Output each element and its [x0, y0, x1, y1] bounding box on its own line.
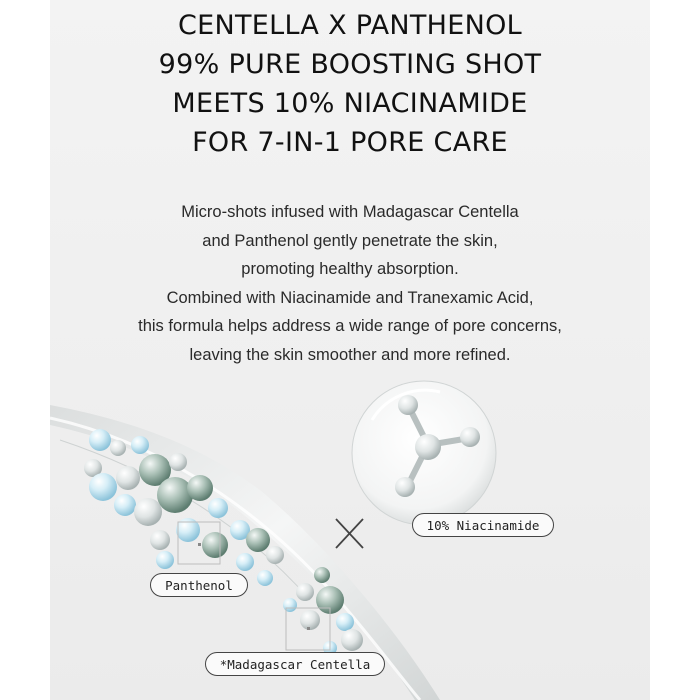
description-line: Micro-shots infused with Madagascar Centella — [181, 203, 519, 221]
headline-line: CENTELLA X PANTHENOL — [177, 10, 523, 41]
description-line: leaving the skin smoother and more refined. — [189, 345, 511, 364]
niacinamide-label: 10% Niacinamide — [412, 513, 554, 537]
description-line: and Panthenol gently penetrate the skin, — [202, 231, 498, 250]
headline-line: MEETS 10% NIACINAMIDE — [172, 88, 528, 119]
headline-line: FOR 7-IN-1 PORE CARE — [192, 127, 508, 158]
centella-label: *Madagascar Centella — [205, 652, 385, 676]
description-line: Combined with Niacinamide and Tranexamic Acid, — [166, 288, 534, 307]
description-line: promoting healthy absorption. — [241, 260, 459, 278]
headline-line: 99% PURE BOOSTING SHOT — [158, 49, 542, 80]
panthenol-label: Panthenol — [150, 573, 248, 597]
description-line: this formula helps address a wide range of pore concerns, — [138, 317, 562, 335]
niacinamide-droplet-icon — [352, 381, 496, 525]
molecule-cluster — [84, 429, 363, 655]
multiply-x-icon — [336, 519, 363, 548]
focus-square — [307, 627, 310, 630]
focus-square — [198, 543, 201, 546]
